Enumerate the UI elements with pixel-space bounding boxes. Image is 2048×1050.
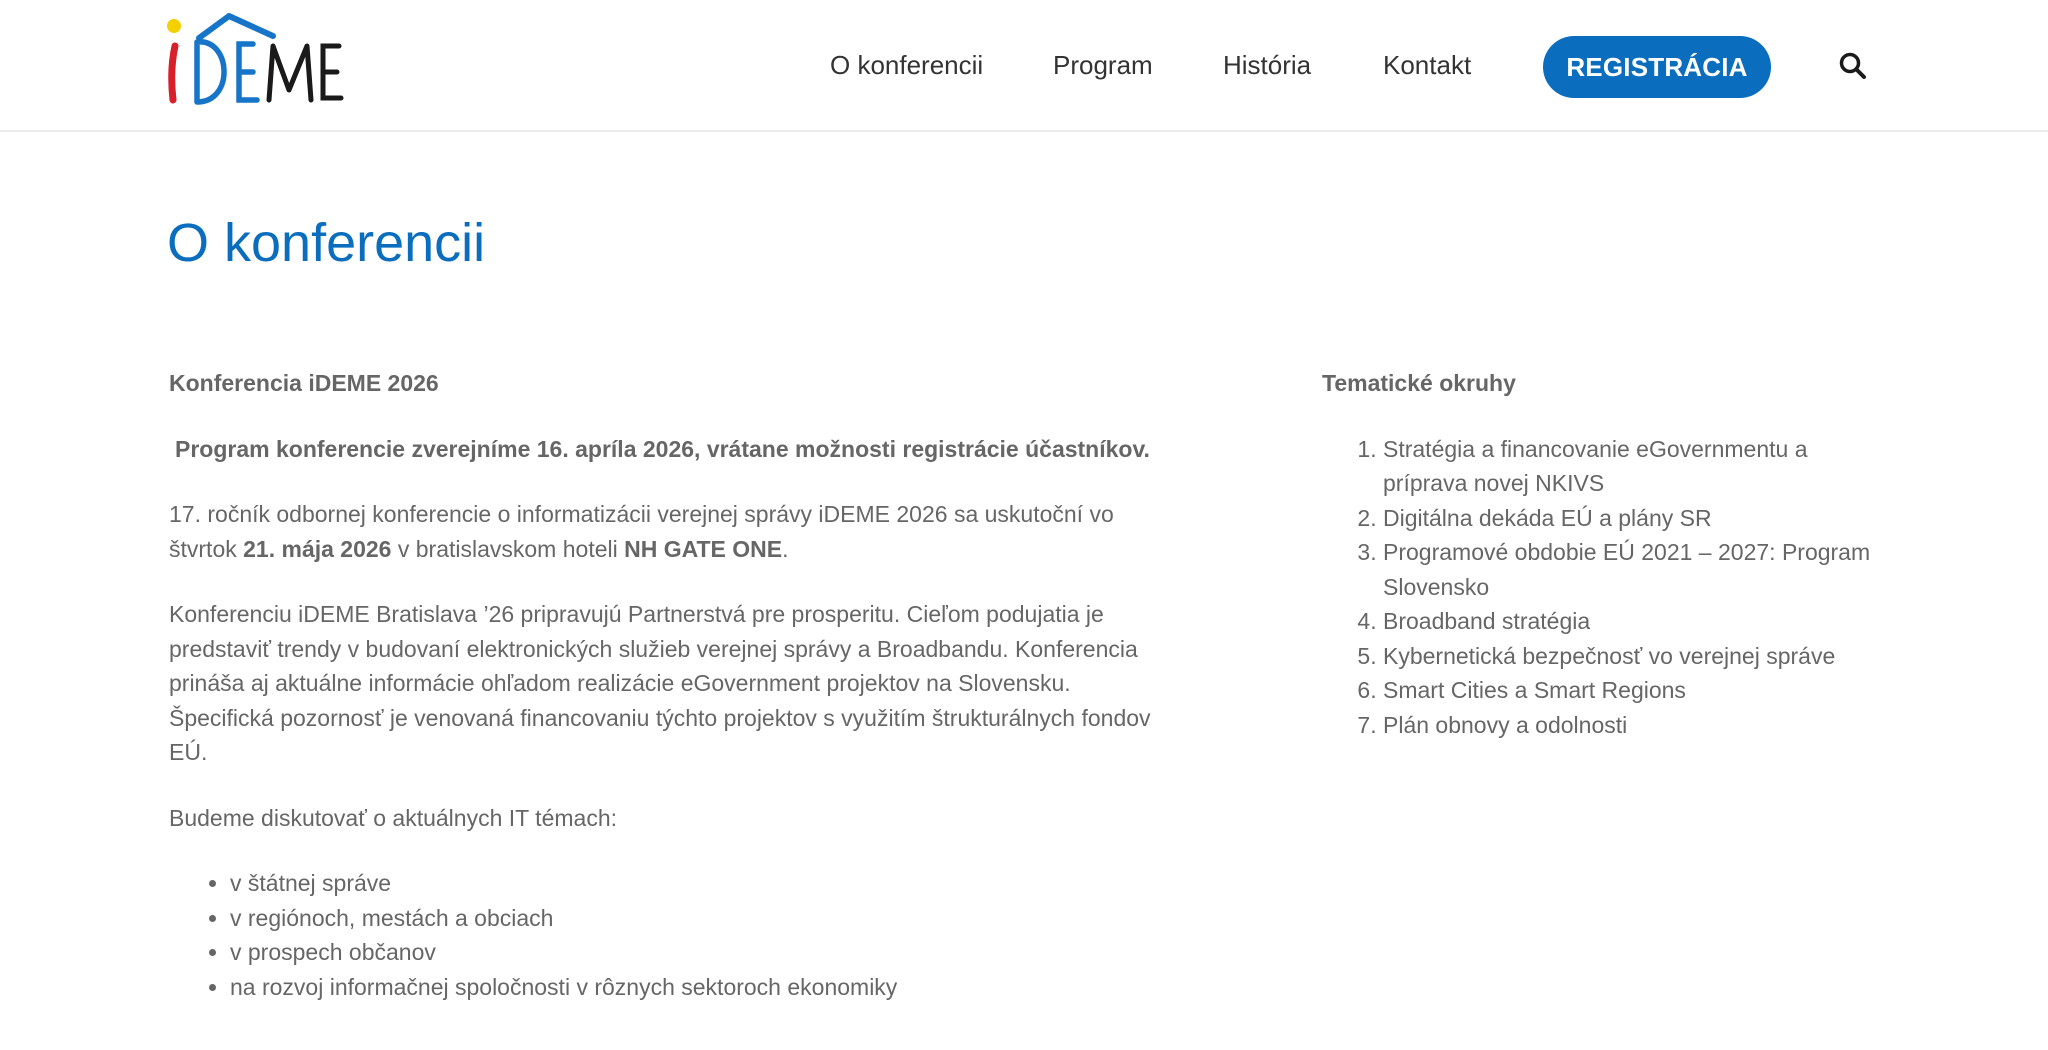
list-item: • v prospech občanov <box>230 935 1169 970</box>
search-button[interactable] <box>1838 51 1868 81</box>
conference-venue: NH GATE ONE <box>624 535 783 562</box>
conference-description: Konferenciu iDEME Bratislava ’26 pripravujú Partnerstvá pre prosperitu. Cieľom podujatia je predstaviť trendy v budovaní elektronických služieb verejnej správy a Broadbandu. Konferencia prináša aj aktuálne informácie ohľadom realizácie eGovernment projektov na Slovensku. Špecifická pozornosť je venovaná financovaniu týchto projektov s využitím štrukturálnych fondov EÚ. <box>169 601 1151 765</box>
list-item: 2. Digitálna dekáda EÚ a plány SR <box>1383 501 1882 536</box>
nav-link-historia[interactable]: História <box>1223 50 1312 80</box>
intro-text-venue: v bratislavskom hoteli <box>391 535 625 562</box>
intro-text: 17. ročník odbornej konferencie o informatizácii verejnej správy iDEME 2026 sa uskutoční vo štvrtok <box>169 501 1114 562</box>
main-navigation <box>0 36 2048 98</box>
thematic-areas <box>1322 366 1882 742</box>
list-item: 4. Broadband stratégia <box>1383 604 1882 639</box>
thematic-areas-list <box>1322 432 1882 743</box>
intro-text-end: . <box>782 535 789 562</box>
program-announcement: Program konferencie zverejníme 16. apríla 2026, vrátane možnosti registrácie účastníkov. <box>175 435 1150 462</box>
conference-info <box>169 366 1169 1004</box>
it-topics-list <box>169 866 1169 1004</box>
list-item: 5. Kybernetická bezpečnosť vo verejnej správe <box>1383 639 1882 674</box>
list-item: • na rozvoj informačnej spoločnosti v rôznych sektoroch ekonomiky <box>230 970 1169 1005</box>
list-item: 7. Plán obnovy a odolnosti <box>1383 708 1882 743</box>
list-item: 6. Smart Cities a Smart Regions <box>1383 673 1882 708</box>
list-item: • v regiónoch, mestách a obciach <box>230 901 1169 936</box>
site-header <box>0 0 2048 132</box>
list-item: 3. Programové obdobie EÚ 2021 – 2027: Program Slovensko <box>1383 535 1882 604</box>
discussion-intro: Budeme diskutovať o aktuálnych IT témach: <box>169 804 617 831</box>
conference-heading: Konferencia iDEME 2026 <box>169 370 439 396</box>
list-item: 1. Stratégia a financovanie eGovernmentu a príprava novej NKIVS <box>1383 432 1882 501</box>
nav-link-o-konferencii[interactable]: O konferencii <box>830 50 984 80</box>
list-item: • v štátnej správe <box>230 866 1169 901</box>
page-title: O konferencii <box>167 213 486 273</box>
registration-button[interactable]: REGISTRÁCIA <box>1543 36 1771 98</box>
thematic-areas-heading: Tematické okruhy <box>1322 370 1516 396</box>
nav-link-kontakt[interactable]: Kontakt <box>1383 50 1472 80</box>
search-icon <box>1838 51 1868 81</box>
nav-link-program[interactable]: Program <box>1053 50 1153 80</box>
conference-intro <box>169 497 1169 566</box>
conference-date: 21. mája 2026 <box>243 535 392 562</box>
